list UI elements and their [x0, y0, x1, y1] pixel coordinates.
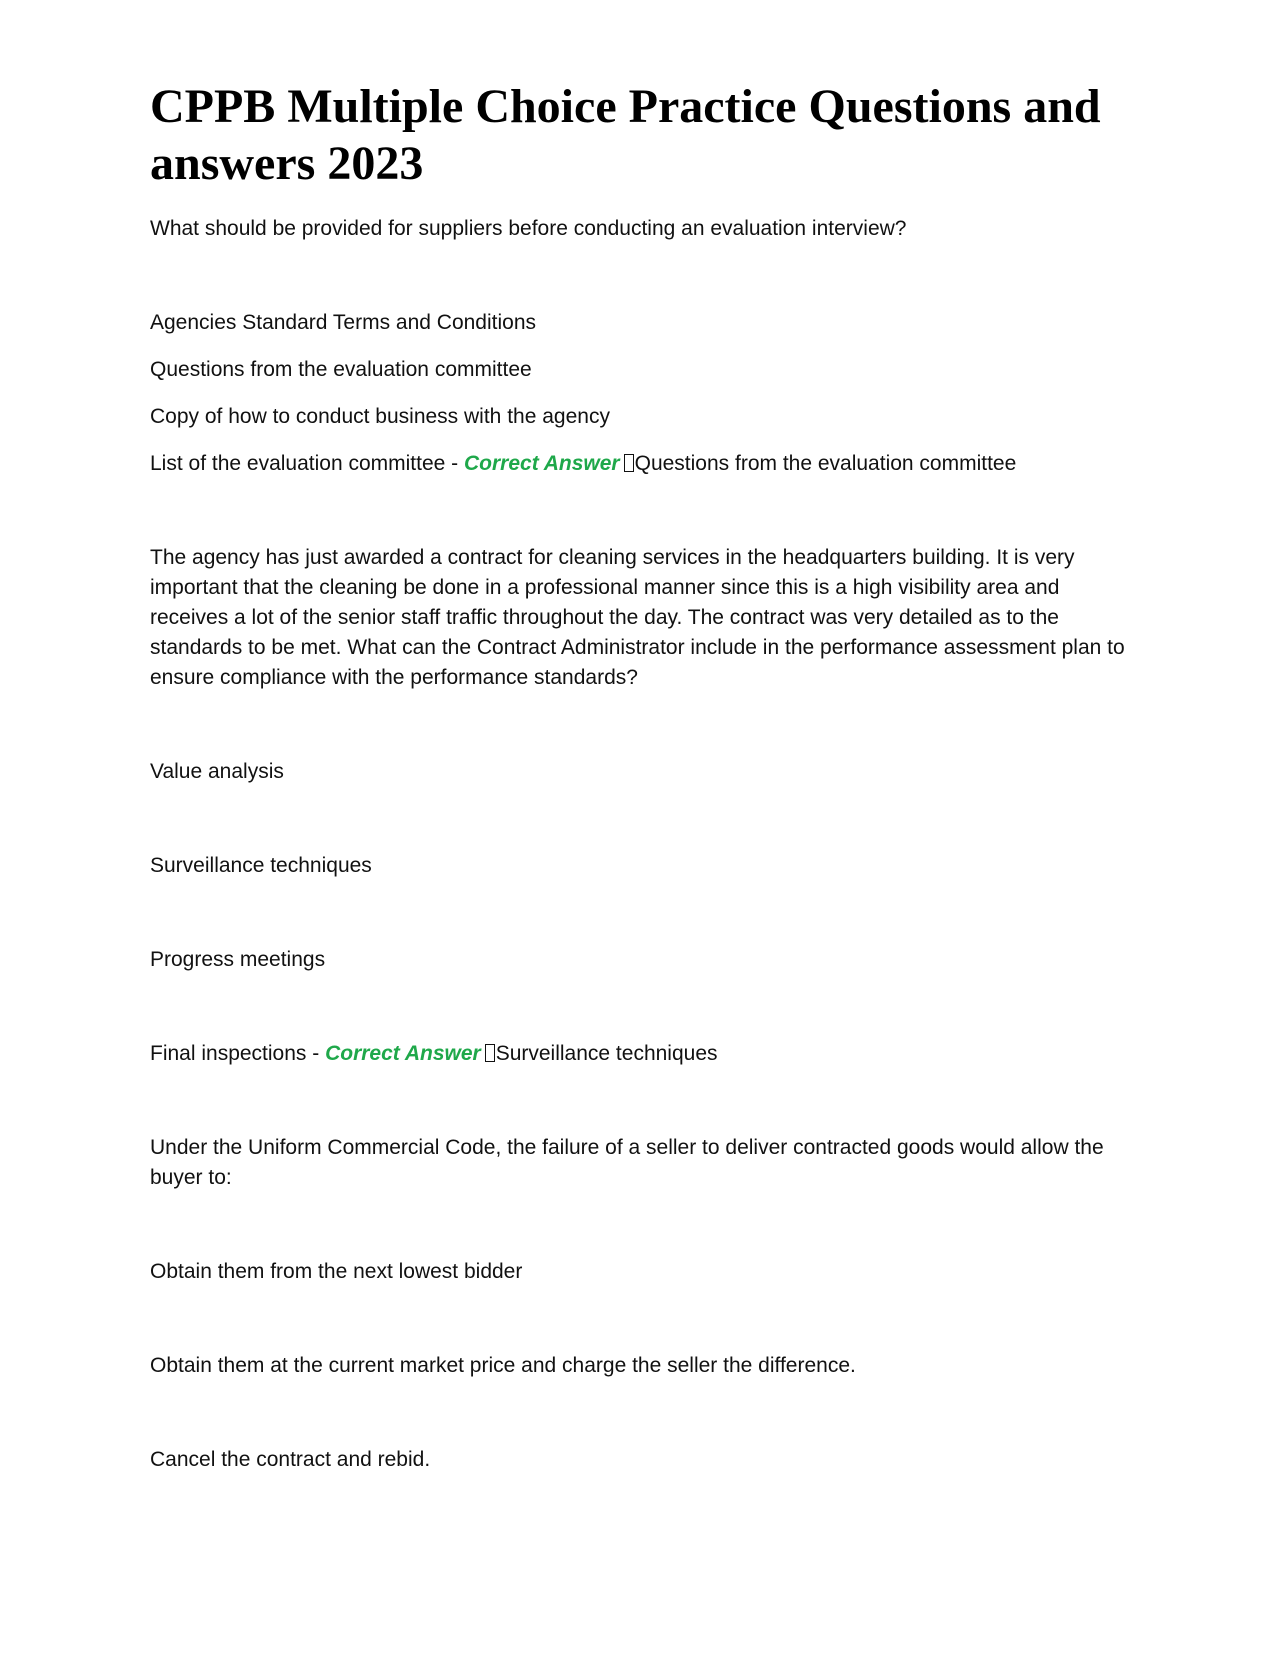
question-2-text: The agency has just awarded a contract for cleaning services in the headquarters building. It is very important that the cleaning be done in a professional manner since this is a high visibility area and receives a lot of the senior staff traffic throughout the day. The contract was very detailed as to the standards to be met. What can the Contract Administrator include in the performance assessment plan to ensure compliance with the performance standards? — [150, 546, 1125, 689]
q2-option-2: Surveillance techniques — [150, 854, 372, 877]
correct-answer-label: Correct Answer — [325, 1042, 481, 1065]
q2-option-1: Value analysis — [150, 760, 284, 783]
q2-option-4-with-answer — [150, 1039, 1130, 1069]
correct-answer-label: Correct Answer — [464, 452, 620, 475]
q2-option-4: Final inspections — [150, 1042, 307, 1065]
q1-option-2: Questions from the evaluation committee — [150, 358, 532, 381]
q1-answer: Questions from the evaluation committee — [634, 452, 1017, 475]
q1-option-4: List of the evaluation committee — [150, 452, 446, 475]
q2-answer: Surveillance techniques — [495, 1042, 718, 1065]
answer-separator: - — [445, 452, 464, 475]
answer-separator: - — [306, 1042, 326, 1065]
question-3-text: Under the Uniform Commercial Code, the failure of a seller to deliver contracted goods would allow the buyer to: — [150, 1136, 1104, 1189]
q2-option-3: Progress meetings — [150, 948, 326, 971]
q3-option-2: Obtain them at the current market price and charge the seller the difference. — [150, 1354, 856, 1377]
missing-glyph-box-icon — [624, 454, 634, 472]
question-1-text: What should be provided for suppliers before conducting an evaluation interview? — [150, 217, 907, 240]
document-content — [150, 78, 1130, 1475]
q1-option-1: Agencies Standard Terms and Conditions — [150, 311, 537, 334]
q1-option-4-with-answer — [150, 449, 1130, 479]
q1-option-3: Copy of how to conduct business with the agency — [150, 405, 610, 428]
document-title: CPPB Multiple Choice Practice Questions and answers 2023 — [150, 80, 1101, 190]
q3-option-1: Obtain them from the next lowest bidder — [150, 1260, 523, 1283]
q3-option-3: Cancel the contract and rebid. — [150, 1448, 431, 1471]
missing-glyph-box-icon — [485, 1044, 495, 1062]
